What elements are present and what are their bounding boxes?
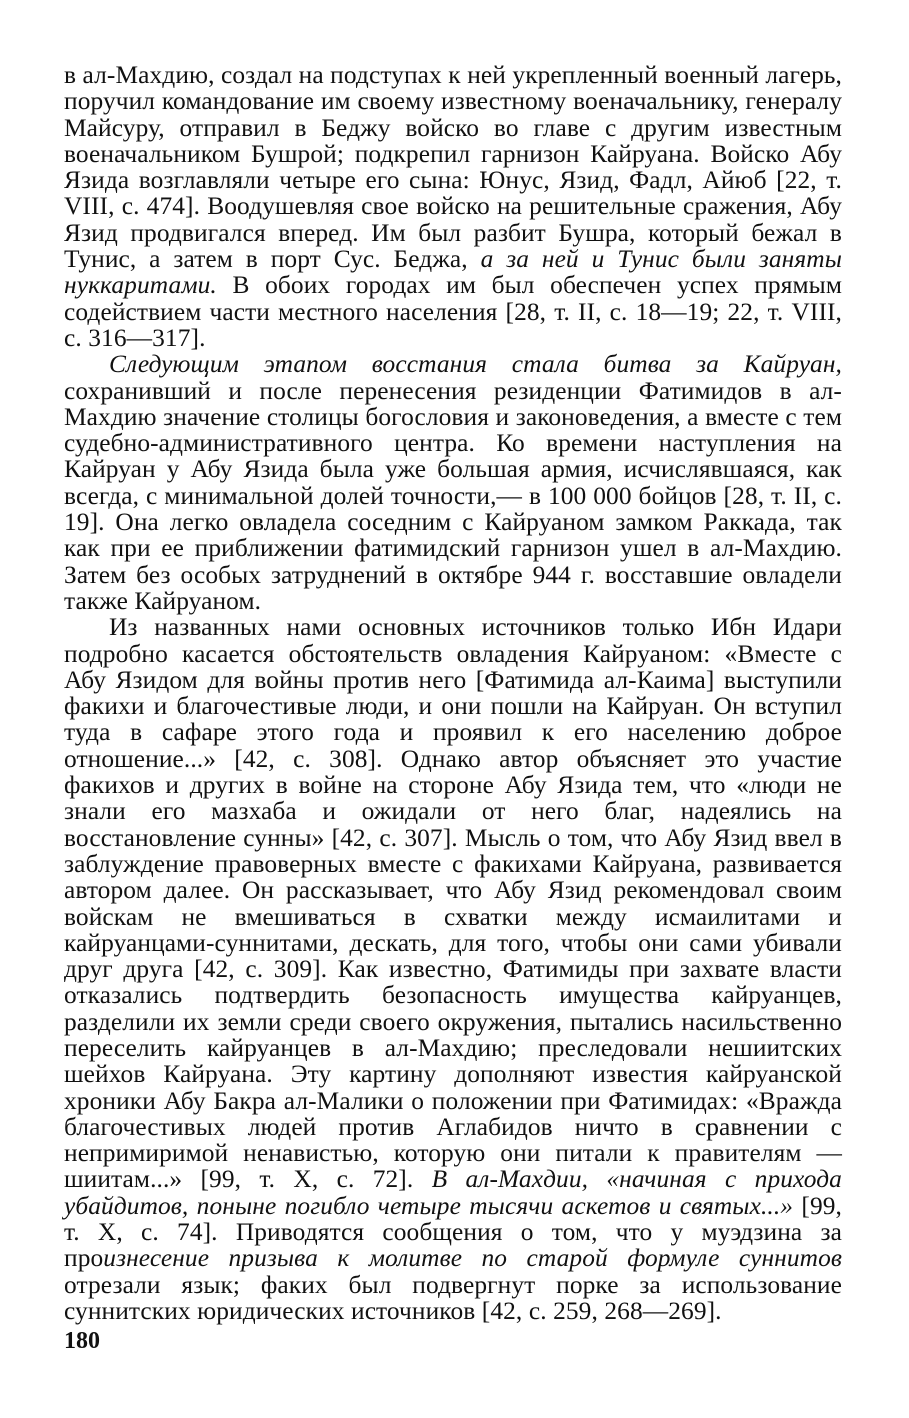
text-segment-italic: Следующим этапом восстания стала битва за Кайруан,: [109, 350, 842, 379]
text-segment-italic: а за ней и Тунис были заняты нуккаритами.: [64, 245, 842, 300]
paragraph-1: [64, 62, 842, 351]
paragraph-2: [64, 351, 842, 614]
text-segment: отрезали язык; факих был подвергнут порке за использование суннитских юридических источников [42, с. 259, 268—269].: [64, 1270, 842, 1325]
text-segment-italic: В ал-Махдии, «начиная с прихода убайдитов, поныне погибло четыре тысячи аскетов и святых...»: [64, 1165, 842, 1220]
page-body: [64, 62, 842, 1324]
page-number: 180: [64, 1328, 100, 1354]
paragraph-3: [64, 614, 842, 1324]
text-segment: сохранивший и после перенесения резиденции Фатимидов в ал-Махдию значение столицы богословия и законоведения, а вместе с тем судебно-административного центра. Ко времени наступления на Кайруан у Абу Язида была уже большая армия, исчислявшаяся, как всегда, с минимальной долей точности,— в 100 000 бойцов [28, т. II, с. 19]. Она легко овладела соседним с Кайруаном замком Раккада, так как при ее приближении фатимидский гарнизон ушел в ал-Махдию. Затем без особых затруднений в октябре 944 г. восставшие овладели также Кайруаном.: [64, 376, 842, 615]
text-segment-italic: изнесение призыва к молитве по старой формуле суннитов: [103, 1244, 842, 1273]
text-segment: в ал-Махдию, создал на подступах к ней укрепленный военный лагерь, поручил командование им своему известному военачальнику, генералу Майсуру, отправил в Беджу войско во главе с другим известным военачальником Бушрой; подкрепил гарнизон Кайруана. Войско Абу Язида возглавляли четыре его сына: Юнус, Язид, Фадл, Айюб [22, т. VIII, с. 474]. Воодушевляя свое войско на решительные сражения, Абу Язид продвигался вперед. Им был разбит Бушра, который бежал в Тунис, а затем в порт Сус. Беджа,: [64, 61, 842, 274]
text-segment: Из названных нами основных источников только Ибн Идари подробно касается обстоятельств овладения Кайруаном: «Вместе с Абу Язидом для войны против него [Фатимида ал-Каима] выступили факихи и благочестивые люди, и они пошли на Кайруан. Он вступил туда в сафаре этого года и проявил к его населению доброе отношение...» [42, с. 308]. Однако автор объясняет это участие факихов и других в войне на стороне Абу Язида тем, что «люди не знали его мазхаба и ожидали от него благ, надеялись на восстановление сунны» [42, с. 307]. Мысль о том, что Абу Язид ввел в заблуждение правоверных вместе с факихами Кайруана, развивается автором далее. Он рассказывает, что Абу Язид рекомендовал своим войскам не вмешиваться в схватки между исмаилитами и кайруанцами-суннитами, дескать, для того, чтобы они сами убивали друг друга [42, с. 309]. Как известно, Фатимиды при захвате власти отказались подтвердить безопасность имущества кайруанцев, разделили их земли среди своего окружения, пытались насильственно переселить кайруанцев в ал-Махдию; преследовали нешиитских шейхов Кайруана. Эту картину дополняют известия кайруанской хроники Абу Бакра ал-Малики о положении при Фатимидах: «Вражда благочестивых людей против Аглабидов ничто в сравнении с непримиримой ненавистью, которую они питали к правителям — шиитам...» [99, т. X, с. 72].: [64, 613, 842, 1194]
text-segment: [99, т. X, с. 74]. Приводятся сообщения о том, что у муэдзина за про: [64, 1191, 842, 1273]
text-segment: В обоих городах им был обеспечен успех прямым содействием части местного населения [28, т. II, с. 18—19; 22, т. VIII, с. 316—317].: [64, 271, 842, 352]
